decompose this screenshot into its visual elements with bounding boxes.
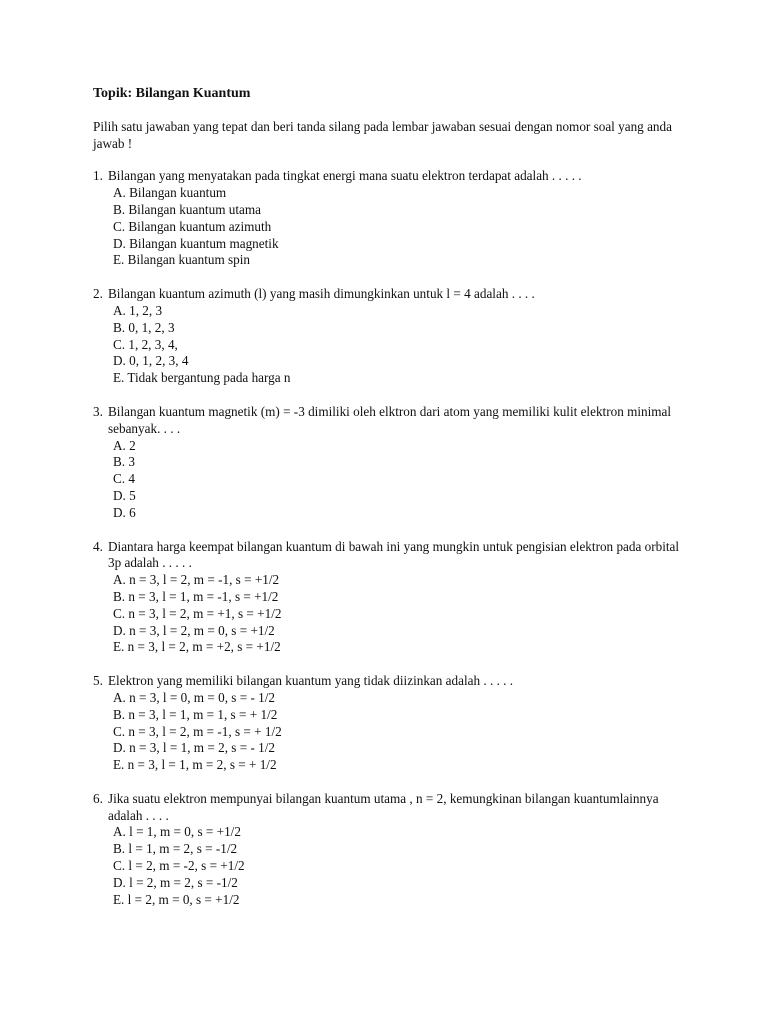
options-list <box>113 185 693 269</box>
option: A. 1, 2, 3 <box>113 302 163 318</box>
option: E. Tidak bergantung pada harga n <box>113 370 291 386</box>
options-list <box>113 690 693 774</box>
option: C. 1, 2, 3, 4, <box>113 336 178 352</box>
option: D. Bilangan kuantum magnetik <box>113 235 279 251</box>
option: A. n = 3, l = 2, m = -1, s = +1/2 <box>113 572 280 588</box>
options-list <box>113 572 693 656</box>
question-text: Elektron yang memiliki bilangan kuantum yang tidak diizinkan adalah . . . . . <box>108 673 514 689</box>
option: D. l = 2, m = 2, s = -1/2 <box>113 874 238 890</box>
option: C. n = 3, l = 2, m = -1, s = + 1/2 <box>113 723 282 739</box>
question-text: Jika suatu elektron mempunyai bilangan kuantum utama , n = 2, kemungkinan bilangan kuantumlainnya adalah . . . . <box>108 790 659 823</box>
question-text: Bilangan yang menyatakan pada tingkat energi mana suatu elektron terdapat adalah . . . . . <box>108 168 582 184</box>
document-page <box>93 86 693 925</box>
question-number: 1. <box>93 168 103 184</box>
question-number: 2. <box>93 286 103 302</box>
question-number: 5. <box>93 673 103 689</box>
question-number: 4. <box>93 538 103 554</box>
option: A. 2 <box>113 437 136 453</box>
option: A. l = 1, m = 0, s = +1/2 <box>113 824 241 840</box>
question-text: Bilangan kuantum azimuth (l) yang masih dimungkinkan untuk l = 4 adalah . . . . <box>108 286 535 302</box>
options-list <box>113 824 693 908</box>
option: D. 5 <box>113 487 136 503</box>
question-1 <box>93 168 693 269</box>
option: B. n = 3, l = 1, m = -1, s = +1/2 <box>113 588 279 604</box>
options-list <box>113 438 693 522</box>
option: C. n = 3, l = 2, m = +1, s = +1/2 <box>113 605 282 621</box>
option: D. 0, 1, 2, 3, 4 <box>113 353 189 369</box>
question-5 <box>93 673 693 774</box>
option: E. Bilangan kuantum spin <box>113 252 250 268</box>
option: B. n = 3, l = 1, m = 1, s = + 1/2 <box>113 706 278 722</box>
question-number: 3. <box>93 403 103 419</box>
question-number: 6. <box>93 790 103 806</box>
question-6 <box>93 791 693 909</box>
question-4 <box>93 539 693 657</box>
option: B. 0, 1, 2, 3 <box>113 319 175 335</box>
option: C. Bilangan kuantum azimuth <box>113 218 272 234</box>
question-2 <box>93 286 693 387</box>
option: D. n = 3, l = 1, m = 2, s = - 1/2 <box>113 740 275 756</box>
option: E. l = 2, m = 0, s = +1/2 <box>113 891 240 907</box>
option: D. 6 <box>113 504 136 520</box>
question-3 <box>93 404 693 522</box>
option: E. n = 3, l = 2, m = +2, s = +1/2 <box>113 639 281 655</box>
option: C. l = 2, m = -2, s = +1/2 <box>113 858 245 874</box>
option: A. n = 3, l = 0, m = 0, s = - 1/2 <box>113 689 275 705</box>
option: B. 3 <box>113 454 135 470</box>
option: E. n = 3, l = 1, m = 2, s = + 1/2 <box>113 757 277 773</box>
option: A. Bilangan kuantum <box>113 185 227 201</box>
option: B. l = 1, m = 2, s = -1/2 <box>113 841 238 857</box>
option: C. 4 <box>113 471 135 487</box>
option: D. n = 3, l = 2, m = 0, s = +1/2 <box>113 622 275 638</box>
options-list <box>113 303 693 387</box>
option: B. Bilangan kuantum utama <box>113 201 261 217</box>
question-text: Diantara harga keempat bilangan kuantum di bawah ini yang mungkin untuk pengisian elektron pada orbital 3p adalah . . . . . <box>108 538 680 571</box>
page-title: Topik: Bilangan Kuantum <box>93 86 251 101</box>
question-text: Bilangan kuantum magnetik (m) = -3 dimiliki oleh elktron dari atom yang memiliki kulit elektron minimal sebanyak. . . . <box>108 403 672 436</box>
instruction-text: Pilih satu jawaban yang tepat dan beri tanda silang pada lembar jawaban sesuai dengan nomor soal yang anda jawab ! <box>93 118 672 151</box>
